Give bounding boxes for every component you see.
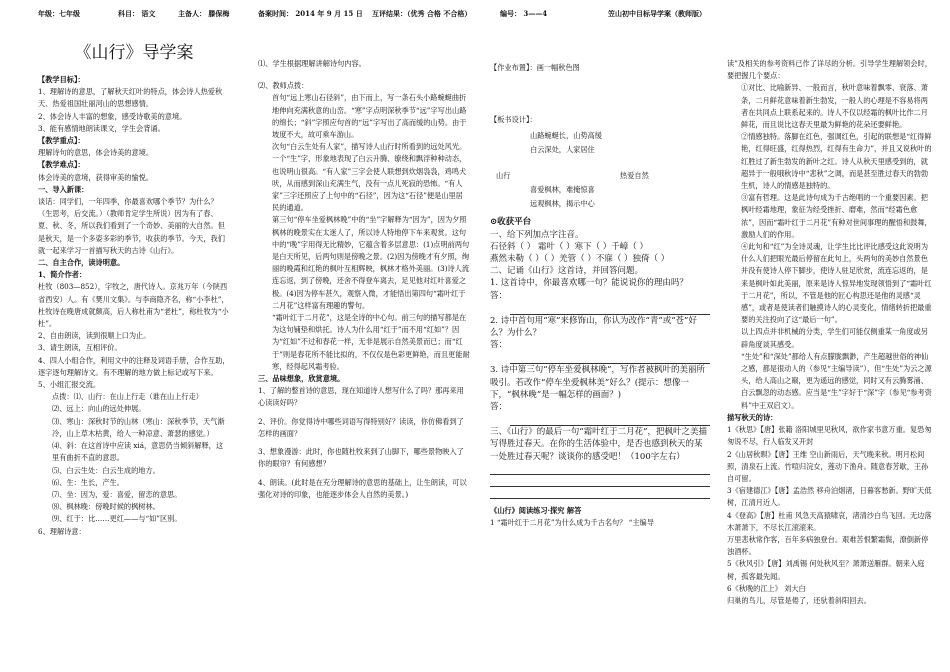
- homework: 【作业布置】：画一幅秋色图: [490, 63, 580, 72]
- question-2-2: 2. 诗中首句用“寒”来修饰山，你认为改作“青”或“苍”好么？为什么？: [490, 315, 697, 339]
- step-4: 4、四人小组合作，利用文中的注释及词语手册，合作互助，逐字逐句理解诗文。有不理解的地方做上标记或写下来。: [38, 355, 230, 377]
- answer-line[interactable]: [490, 487, 710, 499]
- difficulty: 体会诗美的意境，获得审美的愉悦。: [38, 172, 154, 182]
- answer-label-3: 答：: [490, 401, 710, 426]
- step-5: 5、小组汇报交流。: [38, 380, 101, 390]
- header-number: 编号： 3——4: [500, 9, 548, 18]
- goal-1: 1、理解诗的意思，了解秋天红叶的特点，体会诗人热爱秋天、热爱祖国壮丽河山的思想感情。: [38, 87, 223, 109]
- reading-title: 《山行》阅读练习·探究 解答: [490, 505, 582, 515]
- col2-line-5: “霜叶红于二月花”，这是全诗的中心句。前三句的描写都是在为这句铺垫和烘托。诗人为什么用“红于”而不用“红如”？因为“红如”不过和春花一样，无非是展示自然美景而已；而“红于”则是春花所不能比拟的，不仅仅是色彩更鲜艳，而且更能耐寒，经得起风霜考验。: [272, 313, 470, 371]
- col2-line-2: 首句“远上寒山石径斜”，由下而上，写一条石头小路蜿蜒曲折地伸向充满秋意的山峦。“寒”字点明深秋季节“远”字写出山路的绵长；“斜”字照应句首的“远”字写出了高而缓的山势。由于坡度不大，故可乘车游山。: [272, 93, 467, 140]
- goal-2: 2、体会诗人丰富的想象，感受诗歌美的意境。: [38, 111, 187, 121]
- note-8: ⑻、枫林晚：傍晚时候的枫树林。: [52, 502, 160, 512]
- answer-line[interactable]: [510, 351, 710, 364]
- column-1: [38, 24, 230, 538]
- author-text: 杜牧（803—852），字牧之，唐代诗人。京兆万年（今陕西省西安）人。有《樊川文集》。与李商隐齐名，称“小李杜”，杜牧诗在晚唐成就颇高，后人称杜甫为“老杜”，称杜牧为“小杜”。: [38, 282, 229, 329]
- col2-line-4: 第三句“停车坐爱枫林晚”中的“坐”字解释为“因为”，因为夕照枫林的晚景实在太迷人了，所以诗人特地停下车来观赏。这句中的“晚”字用得无比精妙，它蕴含着多层意思：(1)点明前两句是白天所见，后两句则是傍晚之景。(2)因为傍晚才有夕照，绚丽的晚霞和红艳的枫叶互相辉映，枫林才格外美丽。(3)诗人流连忘返，到了傍晚，还舍不得登车离去，足见他对红叶喜爱之极。(4)因为停车甚久，观察入微，才能悟出第四句“霜叶红于二月花”这样富有理趣的警句。: [272, 215, 470, 310]
- col4-line-3: ③富有哲理。这是此诗句成为千古绝唱的一个重要因素。把枫叶经霜地理，象征为经受挫折、磨难，然而“经霜色愈浓”，因而“霜叶红于二月花”有种对世间事理的醒悟和鼓舞，激励人们的作用。: [741, 193, 932, 239]
- note-1: 点拨：⑴、山行：在山上行走（谁在山上行走）: [52, 392, 203, 402]
- page-title: 《山行》导学案: [74, 43, 194, 63]
- note-9: ⑼、红于：比……更红——与“如”区别。: [52, 514, 182, 524]
- q1-line-2: 燕然未勒（ ）（ ）羌管（ ）不寐（ ）独倚（ ）: [490, 254, 670, 265]
- note-7: ⑺、坐：因为，爱：喜爱，留恋的意思。: [52, 489, 182, 499]
- col2-line-1: ⑵、教师点拨：: [258, 81, 309, 91]
- header-preparer: 主备人： 滕保梅: [178, 9, 230, 18]
- section-3-heading: 三、品味想象，欣赏意境。: [258, 374, 345, 384]
- col4-line-5: 以上四点并非机械的分类，学生们可能仅侧重某一角度或另辟角度谈其感受。: [741, 327, 928, 349]
- col2-line-9: 3、想象漫游：此时，你也随杜牧来到了山脚下，哪些景物映入了你的眼帘？有何感想？: [258, 447, 464, 469]
- col4-line-0: 读”及相关的参考资料已作了详尽的分析。引导学生理解领会时，要把握几个要点：: [727, 59, 932, 81]
- note-4: ⑷、斜：在这首诗中应读 xiá，意思仍当倾斜解释，这里有曲折不直的意思。: [52, 441, 224, 463]
- goal-3: 3、能有感情地朗读课文，学生会背诵。: [38, 123, 165, 133]
- board-item-3: 喜爱枫林，难掩惊喜: [530, 185, 595, 195]
- board-title: 【板书设计】：: [490, 115, 537, 125]
- column-2: [258, 58, 470, 501]
- question-2-1: 1. 这首诗中，你最喜欢哪一句？能说说你的理由吗？: [490, 278, 688, 289]
- poem-5: 5《秋风引》【唐】刘禹锡 何处秋风至？萧萧送雁群。朝来入庭树，孤客最先闻。: [727, 559, 925, 581]
- question-2: 二、记诵《山行》这首诗，并回答问题。: [490, 266, 644, 277]
- difficulty-heading: 【教学难点】：: [38, 160, 85, 170]
- key-points: 理解诗句的意思，体会诗美的意境。: [38, 148, 154, 158]
- poem-4: 4《登高》【唐】杜甫 风急天高猿啸哀，渚清沙白鸟飞回。无边落木萧萧下，不尽长江滚滚来。: [727, 510, 932, 532]
- step-3: 3、请生朗读，互相评价。: [38, 343, 122, 353]
- col1-lines: [38, 74, 230, 538]
- harvest-section: ⊙收获平台: [490, 217, 532, 228]
- header-grade: 年级：七年级: [38, 9, 80, 18]
- column-3: [490, 62, 710, 529]
- poem-3: 3《宿建德江》【唐】孟浩然 移舟泊烟渚，日暮客愁新。野旷天低树，江清月近人。: [727, 486, 932, 508]
- board-design: [490, 126, 710, 210]
- column-4: [727, 58, 933, 607]
- board-item-2: 白云深处，人家居住: [530, 145, 595, 155]
- board-item-1: 山路蜿蜒长，山势高缓: [530, 131, 602, 141]
- col4-line-1: ①对比、比喻新异、一般而言，秋叶意味着飘零、衰落、萧条，二月鲜花意味着新生勃发，一般人的心理是不容易将两者在共同点上联系起来的。诗人不仅以经霜的枫叶比作二月鲜花，而且说比这春天里最为鲜艳的花朵还要鲜艳。: [741, 83, 928, 130]
- col2-line-3: 次句“白云生处有人家”，描写诗人山行时所看到的远处风光。一个“生”字，形象地表现了白云升腾、缭绕和飘浮种种动态，也说明山很高。“有人家”三字会使人联想到炊烟袅袅，鸡鸣犬吠，从而感到深山充满生气，没有一点儿死寂的恐怖。“有人家”三字还照应了上句中的“石径”，因为这“石径”便是山里居民的通道。: [272, 142, 467, 213]
- header-date: 备案时间： 2014 年 9 月 15 日: [258, 9, 363, 18]
- note-6: ⑹、生：生长，产生。: [52, 477, 124, 487]
- note-2: ⑵、远上：向山的远处伸展。: [52, 404, 146, 414]
- step-2: 2、自由朗读，读到很顺上口为止。: [38, 331, 151, 341]
- col2-line-10: 4、朗读。(此时是在充分理解诗的意思的基础上，让生朗读，可以强化对诗的印象，也能逐步体会人自然的美景。): [258, 477, 467, 499]
- col2-line-8: 2、评价。你觉得诗中哪些词语写得特别好？读读，你仿佛看到了怎样的画面？: [258, 416, 464, 438]
- col4-line-6: “生处”和“深处”都给人有点朦胧飘渺，产生超越世俗的神仙之感，都是很动人的（参见“主编导读”），但“生处”为云之源头，给人高山之巅，更为遥远的感觉，同时又有云腾雾涌、白云飘忽的动态感。应当是“生”字好于“深”字（参见“参考资料”中王双启文）。: [741, 351, 932, 410]
- answer-line[interactable]: [490, 475, 710, 487]
- col4-line-4: ④此句和“红”为全诗灵魂，让学生比比评比感受这此说明为什么人们把眼光最后停留在此句上，头两句的美妙自然景色并没有使诗人停下脚步，使诗人驻足欣赏，流连忘返的，是来是枫叶如此美丽，原来是诗人惊异地发现领悟到了“霜叶红于二月花”，所以，不管是他的匠心构思还是他的灵感“灵感”，或者是使读者们触摸诗人的心灵变化，情绪转折把最重要的关注投向了这“最后一句”。: [741, 242, 932, 325]
- note-3: ⑶、寒山：深秋时节的山林（寒山：深秋季节，天气渐冷，山上草木枯黄，给人一种凉意、萧瑟的感觉。）: [52, 416, 225, 438]
- answer-line[interactable]: [510, 413, 710, 426]
- note-5: ⑸、白云生处：白云生成的地方。: [52, 465, 160, 475]
- board-center: 山行: [496, 171, 511, 181]
- question-2-3: 3. 诗中第三句“停车坐爱枫林晚”，写作者被枫叶的美丽所吸引。若改作“停车坐爱枫林美”好么？(提示：想像一下，“枫林晚”是一幅怎样的画面？): [490, 365, 706, 400]
- reading-1: 1 “霜叶红于二月花”为什么成为千古名句？ “主编导: [490, 518, 654, 528]
- answer-line[interactable]: [510, 302, 710, 315]
- section-2-heading: 二、自主合作，读诗明意。: [38, 258, 125, 268]
- teaching-goals-heading: 【教学目标】：: [38, 75, 85, 84]
- answer-label-2: 答：: [490, 339, 710, 364]
- col2-line-7: 1、了解的整首诗的意思，现在知道诗人想写什么了吗？那再来用心读读好吗？: [258, 386, 464, 408]
- answer-label: 答：: [490, 290, 710, 315]
- poem-1: 1《秋思》【唐】张籍 洛阳城里见秋风，欲作家书意万重。复恐匆匆说不尽，行人临发又开封: [727, 425, 932, 447]
- intro-heading: 一、导入新课：: [38, 184, 89, 194]
- key-points-heading: 【教学重点】：: [38, 136, 85, 146]
- board-theme: 热爱自然: [620, 171, 649, 181]
- step-6: 6、理解诗意：: [38, 526, 86, 536]
- col4-line-2: ②情感独特。落脚在红色，强调红色，引起的联想是“红得鲜艳，红得旺盛，红得热烈，红得有生命力”，并且又说秋叶的红胜过了新生勃发的新叶之红。诗人从秋天里感受到的，就超异于一般哦秋诗中“悲秋”之调，而是甚至胜过春天的勃勃生机，诗人的情感是独特的。: [741, 132, 932, 191]
- question-3: 三、《山行》的最后一句“霜叶红于二月花”，把枫叶之美描写得胜过春天。在你的生活体验中，是否也感到秋天的某一处胜过春天呢？谈谈你的感受吧！（100字左右）: [490, 427, 707, 462]
- poem-6: 6《秋晚的江上》 刘大白: [727, 583, 806, 593]
- autumn-poems-heading: 描写秋天的诗：: [727, 412, 778, 422]
- header-school: 笠山初中目标导学案（教师版）: [608, 9, 706, 18]
- q1-line-1: 石径斜（ ） 霜叶（ ）寒下（ ）千嶂（ ）: [490, 241, 649, 252]
- page-header: [0, 0, 950, 22]
- answer-line[interactable]: [490, 463, 710, 475]
- author-heading: 1、简介作者：: [38, 270, 87, 280]
- poem-6-line: 归巢的鸟儿，尽管是倦了，还驮着斜阳回去。: [727, 595, 871, 605]
- header-subject: 科目： 语文: [118, 9, 156, 18]
- intro-text: 谈话：同学们，一年四季，你最喜欢哪个季节？为什么？（生思考，后交流。）（教师肯定学生所说）因为有了春、夏、秋、冬，所以我们看到了一个奇妙、美丽的大自然。但是秋天，是一个多姿多彩的季节，收获的季节。今天，我们就一起来学习一首描写秋天的古诗《山行》。: [38, 197, 225, 255]
- poem-4-cont: 万里悲秋常作客，百年多病独登台。艰难苦恨繁霜鬓，潦倒新停浊酒杯。: [727, 534, 929, 557]
- board-item-4: 远观枫林，揭示中心: [530, 199, 595, 209]
- question-1: 一、给下列加点字注音。: [490, 229, 584, 240]
- col2-line-0: ⑴、学生根据理解讲解诗句内容。: [258, 59, 366, 68]
- poem-2: 2《山居秋暝》【唐】王维 空山新雨后，天气晚来秋。明月松间照，清泉石上流。竹喧归浣女，莲动下渔舟。随意春芳歇，王孙自可留。: [727, 449, 929, 483]
- header-review: 互评结果：（优秀 合格 不合格）: [372, 9, 472, 18]
